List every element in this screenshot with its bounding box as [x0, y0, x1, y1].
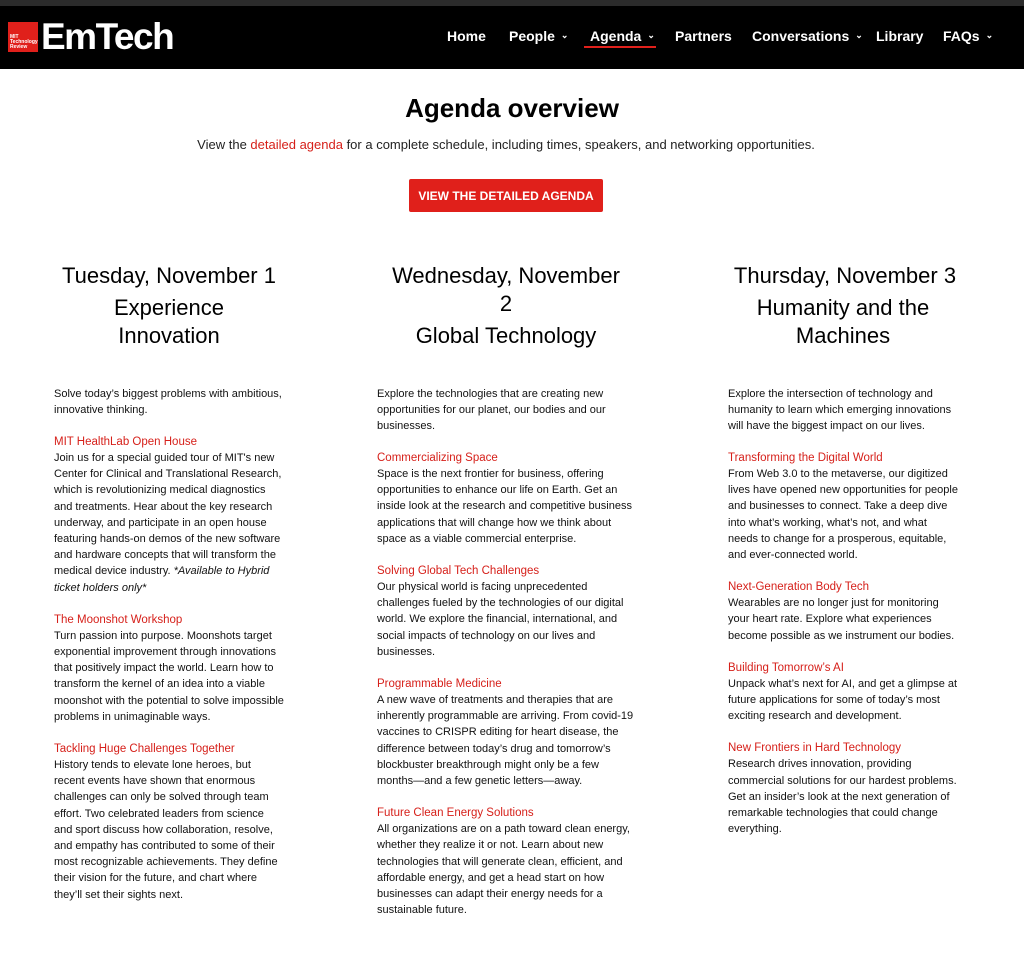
- session-description: All organizations are on a path toward clean energy, whether they realize it or not. Learn about new technologies that will generate clean, efficient, and affordable energy, and get a head start on how businesses can adapt their energy needs for a sustainable future.: [377, 823, 630, 917]
- logo-mark-line: MIT: [10, 34, 19, 40]
- logo-mark-line: Technology: [10, 39, 38, 45]
- session-description: From Web 3.0 to the metaverse, our digitized lives have opened new opportunities for people and businesses to connect. Take a deep dive into what’s working, what’s not, and what needs to change for a prosperous, equitable, and ever-connected world.: [728, 468, 958, 562]
- active-tab-indicator: [584, 46, 656, 48]
- chevron-down-icon: ⌄: [560, 29, 569, 40]
- day-date: Thursday, November 3: [733, 263, 957, 288]
- session-note: *Available to Hybrid ticket holders only*: [54, 565, 270, 594]
- day-date: Wednesday, November 2: [392, 263, 620, 316]
- nav-faqs[interactable]: [943, 28, 993, 44]
- nav-people[interactable]: [509, 28, 568, 44]
- intro-before: View the: [197, 137, 251, 152]
- page-title: Agenda overview: [405, 93, 619, 123]
- chevron-down-icon: ⌄: [855, 29, 863, 40]
- session-description: [54, 450, 284, 596]
- detailed-agenda-link[interactable]: detailed agenda: [250, 137, 343, 152]
- day-column-tuesday: [54, 262, 284, 903]
- day-description: Solve today’s biggest problems with ambitious, innovative thinking.: [54, 388, 282, 416]
- session-description: Our physical world is facing unprecedented challenges fueled by the technologies of our digital world. We explore the financial, international, and social impacts of technology on our lives and businesses.: [377, 581, 624, 658]
- session-body: Join us for a special guided tour of MIT's new Center for Clinical and Translational Research, which is revolutionizing medical diagnostics and treatments. Hear about the key research underway, and participate in an open house featuring hands-on demos of the new software and hardware concepts that will transform the medical device industry.: [54, 452, 282, 578]
- session-description: Unpack what’s next for AI, and get a glimpse at future applications for some of today’s most exciting research and development.: [728, 677, 958, 723]
- session-title[interactable]: Building Tomorrow’s AI: [728, 661, 844, 674]
- session-title[interactable]: Tackling Huge Challenges Together: [54, 743, 235, 756]
- session-title[interactable]: The Moonshot Workshop: [54, 613, 183, 626]
- nav-partners-label: Partners: [675, 28, 732, 44]
- day-theme: Global Technology: [415, 323, 597, 348]
- day-theme: Humanity and the Machines: [756, 295, 930, 348]
- nav-people-label: People: [509, 28, 555, 44]
- day-description: Explore the technologies that are creating new opportunities for our planet, our bodies and our businesses.: [377, 388, 606, 432]
- logo-mark-line: Review: [10, 44, 28, 50]
- session-description: A new wave of treatments and therapies that are inherently programmable are arriving. From covid-19 vaccines to CRISPR editing for heart disease, the difference between today’s drug and tomorrow’s blockbuster breakthrough might only be a few months—and a few genetic letters—away.: [377, 694, 634, 788]
- session-description: Wearables are no longer just for monitoring your heart rate. Explore what experiences become possible as we instrument our bodies.: [728, 597, 955, 642]
- mit-technology-review-logo-icon: [8, 22, 38, 52]
- session-title[interactable]: Commercializing Space: [377, 452, 498, 464]
- nav-library[interactable]: [876, 28, 923, 44]
- nav-agenda-label: Agenda: [590, 28, 642, 44]
- chevron-down-icon: ⌄: [647, 29, 655, 40]
- view-detailed-agenda-button[interactable]: VIEW THE DETAILED AGENDA: [409, 179, 603, 212]
- session-title[interactable]: Solving Global Tech Challenges: [377, 565, 540, 578]
- emtech-logo[interactable]: [8, 16, 174, 58]
- session-description: Space is the next frontier for business, offering opportunities to enhance our life on Earth. Get an inside look at the research and competitive business applications that will change how we think about space as a viable commercial enterprise.: [377, 468, 632, 545]
- session-title[interactable]: Programmable Medicine: [377, 678, 502, 691]
- chevron-down-icon: ⌄: [985, 29, 994, 40]
- nav-conversations-label: Conversations: [752, 28, 850, 44]
- nav-partners[interactable]: [675, 28, 732, 44]
- day-column-wednesday: [377, 262, 635, 918]
- session-description: History tends to elevate lone heroes, but recent events have shown that enormous challenges can only be solved through team effort. Two celebrated leaders from science and sport discuss how collaboration, resolve, and empathy has contributed to some of their most recognizable achievements. They define their vision for the future, and chart where they’ll set their sights next.: [54, 759, 278, 901]
- nav-faqs-label: FAQs: [943, 28, 980, 44]
- intro-after: for a complete schedule, including times, speakers, and networking opportunities.: [342, 137, 815, 152]
- session-title[interactable]: Future Clean Energy Solutions: [377, 807, 534, 820]
- day-theme: Experience Innovation: [113, 295, 225, 348]
- session-title[interactable]: Next-Generation Body Tech: [728, 581, 870, 594]
- session-title[interactable]: Transforming the Digital World: [728, 452, 883, 464]
- session-title[interactable]: New Frontiers in Hard Technology: [728, 742, 902, 755]
- nav-home[interactable]: [447, 28, 486, 44]
- day-description: Explore the intersection of technology and humanity to learn which emerging innovations will have the biggest impact on our lives.: [728, 388, 952, 432]
- nav-conversations[interactable]: [752, 28, 863, 44]
- day-date: Tuesday, November 1: [62, 263, 276, 288]
- nav-library-label: Library: [876, 28, 924, 44]
- brand-name: EmTech: [41, 16, 174, 57]
- nav-agenda[interactable]: [590, 28, 655, 44]
- session-description: Research drives innovation, providing commercial solutions for our hardest problems. Get an insider’s look at the next generation of remarkable technologies that could change everything.: [728, 758, 957, 836]
- intro-text: [0, 137, 1012, 152]
- nav-home-label: Home: [447, 28, 486, 44]
- session-title[interactable]: MIT HealthLab Open House: [54, 436, 197, 448]
- day-column-thursday: [728, 262, 958, 837]
- session-description: Turn passion into purpose. Moonshots target exponential improvement through innovations that positively impact the world. Learn how to transform the kernel of an idea into a viable moonshot with the potential to solve impossible problems in unimaginable ways.: [54, 629, 284, 723]
